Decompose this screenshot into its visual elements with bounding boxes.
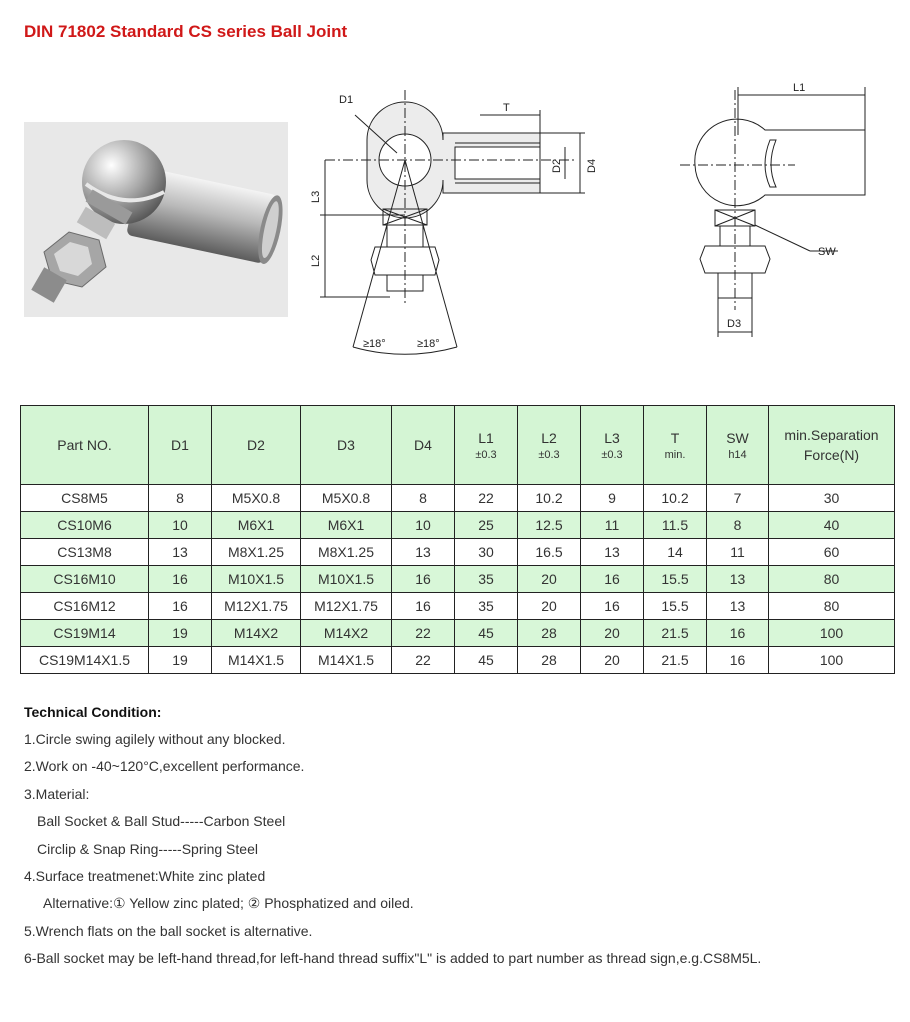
label-d3: D3 bbox=[727, 318, 742, 330]
table-row: CS13M8 13 M8X1.25 M8X1.25 13 30 16.5 13 14 11 60 bbox=[21, 539, 895, 566]
label-l1: L1 bbox=[793, 82, 806, 94]
header-d3: D3 bbox=[301, 406, 392, 485]
table-header-row bbox=[21, 406, 895, 485]
condition-line: 1.Circle swing agilely without any blocked. bbox=[24, 731, 286, 747]
table-row: CS8M5 8 M5X0.8 M5X0.8 8 22 10.2 9 10.2 7 30 bbox=[21, 485, 895, 512]
page-title: DIN 71802 Standard CS series Ball Joint bbox=[24, 22, 348, 41]
label-d4: D4 bbox=[586, 158, 598, 173]
header-l2: L2 ±0.3 bbox=[518, 406, 581, 485]
table-row: CS16M10 16 M10X1.5 M10X1.5 16 35 20 16 15.5 13 80 bbox=[21, 566, 895, 593]
label-sw: SW bbox=[818, 246, 836, 258]
side-view-drawing bbox=[670, 75, 875, 340]
label-d1: D1 bbox=[339, 94, 354, 106]
label-l2: L2 bbox=[310, 254, 322, 267]
section-drawing bbox=[305, 85, 605, 360]
header-l3: L3 ±0.3 bbox=[581, 406, 644, 485]
technical-conditions bbox=[24, 702, 904, 976]
condition-line: Ball Socket & Ball Stud-----Carbon Steel bbox=[37, 813, 286, 830]
header-sw: SW h14 bbox=[707, 406, 769, 485]
label-angle-right: ≥18° bbox=[417, 338, 440, 350]
label-t: T bbox=[503, 102, 510, 114]
header-d4: D4 bbox=[392, 406, 455, 485]
table-row: CS10M6 10 M6X1 M6X1 10 25 12.5 11 11.5 8 40 bbox=[21, 512, 895, 539]
label-angle-left: ≥18° bbox=[363, 338, 386, 350]
condition-line: 3.Material: bbox=[24, 785, 90, 802]
condition-line: Alternative:① Yellow zinc plated; ② Phosphatized and oiled. bbox=[43, 895, 414, 912]
header-l1: L1 ±0.3 bbox=[455, 406, 518, 485]
header-separation-force: min.Separation Force(N) bbox=[769, 406, 895, 485]
product-photo bbox=[24, 122, 288, 317]
header-part-no: Part NO. bbox=[21, 406, 149, 485]
table-row: CS16M12 16 M12X1.75 M12X1.75 16 35 20 16 15.5 13 80 bbox=[21, 593, 895, 620]
spec-table bbox=[20, 405, 895, 674]
technical-heading: Technical Condition: bbox=[24, 704, 162, 720]
condition-line: 4.Surface treatmenet:White zinc plated bbox=[24, 867, 266, 884]
condition-line: 6-Ball socket may be left-hand thread,for left-hand thread suffix"L" is added to part number as thread sign,e.g.CS8M5L. bbox=[24, 950, 762, 967]
header-t: T min. bbox=[644, 406, 707, 485]
condition-line: 5.Wrench flats on the ball socket is alternative. bbox=[24, 922, 313, 939]
condition-line: Circlip & Snap Ring-----Spring Steel bbox=[37, 840, 258, 857]
condition-line: 2.Work on -40~120°C,excellent performance. bbox=[24, 758, 305, 775]
header-d2: D2 bbox=[212, 406, 301, 485]
table-row: CS19M14 19 M14X2 M14X2 22 45 28 20 21.5 16 100 bbox=[21, 620, 895, 647]
label-d2: D2 bbox=[551, 158, 563, 173]
table-row: CS19M14X1.5 19 M14X1.5 M14X1.5 22 45 28 20 21.5 16 100 bbox=[21, 647, 895, 674]
header-d1: D1 bbox=[149, 406, 212, 485]
label-l3: L3 bbox=[310, 190, 322, 203]
